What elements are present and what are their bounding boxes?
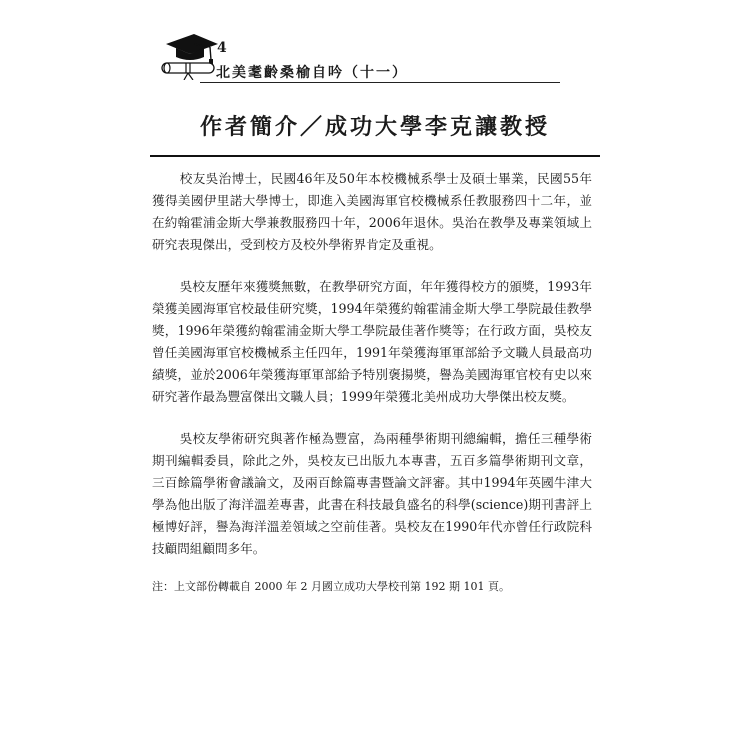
graduation-cap-scroll-icon	[160, 30, 220, 80]
article-title: 作者簡介／成功大學李克讓教授	[199, 114, 550, 140]
book-title: 北美耄齡桑榆自吟（十一）	[216, 65, 408, 81]
source-note: 注：上文部份轉載自 2000 年 2 月國立成功大學校刊第 192 期 101 頁。	[152, 580, 510, 593]
paragraph-intro: 校友吳治博士，民國46年及50年本校機械系學士及碩士畢業，民國55年獲得美國伊里諾大學博士，即進入美國海軍官校機械系任教服務四十二年，並在約翰霍浦金斯大學兼教服務四十年，2006年退休。吳治在教學及專業領域上研究表現傑出，受到校方及校外學術界肯定及重視。	[152, 171, 592, 252]
paragraph-research: 吳校友學術研究與著作極為豐富，為兩種學術期刊總編輯，擔任三種學術期刊編輯委員，除此之外，吳校友已出版九本專書，五百多篇學術期刊文章，三百餘篇學術會議論文，及兩百餘篇專書暨論文評審。其中1994年英國牛津大學為他出版了海洋溫差專書，此書在科技最負盛名的科學(science)期刊書評上極博好評，譽為海洋溫差領域之空前佳著。吳校友在1990年代亦曾任行政院科技顧問組顧問多年。	[152, 431, 592, 556]
header-divider	[200, 82, 560, 83]
article-body	[152, 168, 592, 616]
page-header	[160, 26, 580, 86]
title-divider	[150, 155, 600, 157]
paragraph-awards: 吳校友歷年來獲獎無數，在教學研究方面，年年獲得校方的頒獎，1993年榮獲美國海軍官校最佳研究獎，1994年榮獲約翰霍浦金斯大學工學院最佳教學獎，1996年榮獲約翰霍浦金斯大學工學院最佳著作獎等；在行政方面，吳校友曾任美國海軍官校機械系主任四年，1991年榮獲海軍軍部給予文職人員最高功績獎，並於2006年榮獲海軍軍部給予特別褒揚獎，譽為美國海軍官校有史以來研究著作最為豐富傑出文職人員；1999年榮獲北美州成功大學傑出校友獎。	[152, 279, 592, 404]
page-number: 4	[217, 40, 227, 56]
